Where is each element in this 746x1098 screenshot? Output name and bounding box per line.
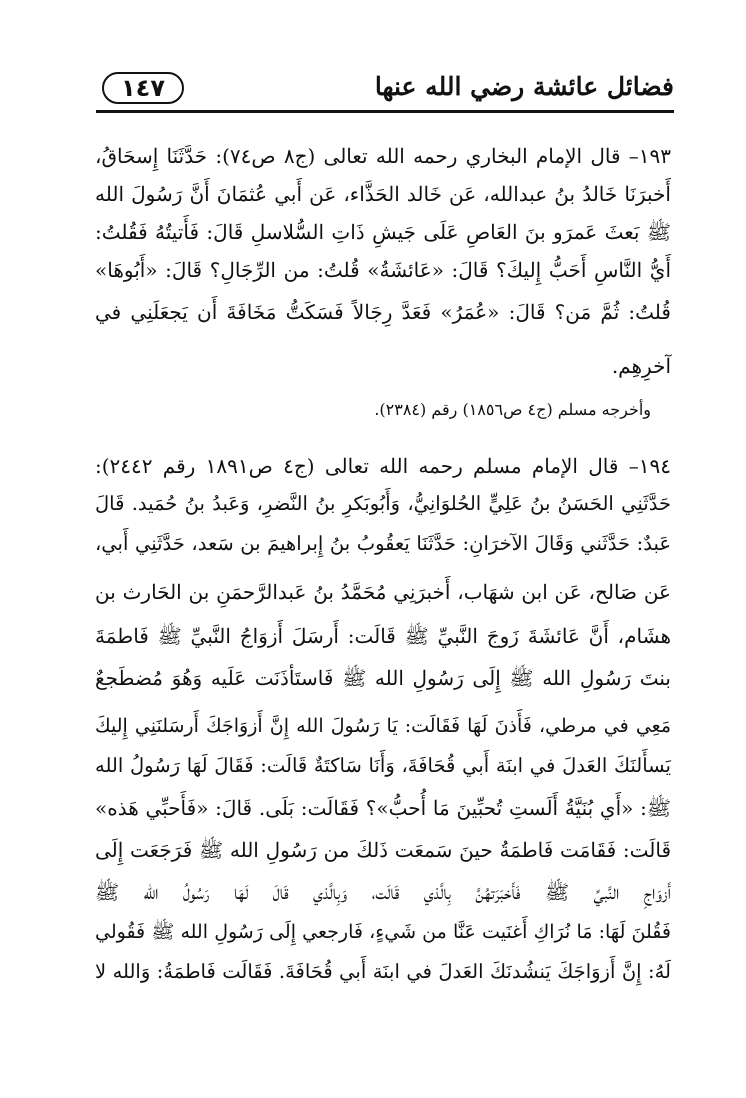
hadith-194-line-6: بنتَ رَسُولِ الله ﷺ إِلَى رَسُولِ الله ﷺ فَاستَأذَنَت عَلَيه وَهُوَ مُضطَجعٌ	[95, 666, 671, 690]
page-number-badge	[102, 72, 184, 104]
hadith-194-line-4: عَن صَالح، عَن ابن شهَاب، أَخبرَنِي مُحَمَّدُ بنُ عَبدالرَّحمَنِ بن الحَارث بن	[95, 580, 671, 604]
hadith-193-line-1: ١٩٣– قال الإمام البخاري رحمه الله تعالى (ج٨ ص٧٤): حَدَّثَنَا إِسحَاقُ،	[95, 144, 671, 168]
hadith-194-line-12: فَقُلنَ لَهَا: مَا نُرَاكِ أَغنَيت عَنَّا من شَيءٍ، فَارجعي إِلَى رَسُولِ الله ﷺ فَقُولي	[95, 921, 671, 943]
hadith-193-line-4: أَيُّ النَّاسِ أَحَبُّ إِليكَ؟ قَالَ: «عَائشَةُ» قُلتُ: من الرِّجَالِ؟ قَالَ: «أَبُوهَا»	[95, 258, 671, 282]
hadith-194-line-9: ﷺ: «أَي بُنَيَّةُ أَلَستِ تُحبِّينَ مَا أُحبُّ»؟ فَقَالَت: بَلَى. قَالَ: «فَأَحبِّي هَذه»	[95, 796, 671, 820]
header-divider	[96, 110, 674, 113]
page-number: ١٤٧	[121, 74, 165, 102]
hadith-194-line-1: ١٩٤– قال الإمام مسلم رحمه الله تعالى (ج٤ ص١٨٩١ رقم ٢٤٤٢):	[95, 454, 671, 478]
book-title: فضائل عائشة رضي الله عنها	[374, 72, 674, 101]
hadith-194-line-2: حَدَّثَنِي الحَسَنُ بنُ عَلِيٍّ الحُلوَانِيُّ، وَأَبُوبَكرِ بنُ النَّضرِ، وَعَبدُ بنُ حُمَيد. قَالَ	[95, 492, 671, 515]
hadith-193-reference: وأخرجه مسلم (ج٤ ص١٨٥٦) رقم (٢٣٨٤).	[374, 400, 651, 419]
hadith-193-line-3: ﷺ بَعثَ عَمرَو بنَ العَاصِ عَلَى جَيشِ ذَاتِ السُّلاسلِ قَالَ: فَأَتيتُهُ فَقُلتُ:	[95, 220, 671, 244]
hadith-194-line-5: هشَام، أَنَّ عَائشَةَ زَوجَ النَّبيِّ ﷺ قَالَت: أَرسَلَ أَزوَاجُ النَّبيِّ ﷺ فَاطمَةَ	[95, 624, 671, 648]
hadith-193-line-5: قُلتُ: ثُمَّ مَن؟ قَالَ: «عُمَرُ» فَعَدَّ رِجَالاً فَسَكَتُّ مَخَافَةَ أَن يَجعَلَنِي في	[95, 300, 671, 324]
hadith-193-line-2: أَخبرَنَا خَالدُ بنُ عبدالله، عَن خَالد الحَذَّاء، عَن أَبي عُثمَانَ أَنَّ رَسُولَ الله	[95, 182, 671, 206]
hadith-194-line-8: يَسأَلنَكَ العَدلَ في ابنَة أَبي قُحَافَةَ، وَأَنَا سَاكتَةٌ قَالَت: فَقَالَ لَهَا رَسُولُ الله	[95, 754, 671, 777]
hadith-193-line-6: آخرِهِم.	[611, 354, 671, 378]
hadith-194-line-11: أَزوَاجِ النَّبيِّ ﷺ فَأَخبَرَتهُنَّ بِالَّذي قَالَت، وَبِالَّذي قَالَ لَهَا رَسُولُ الله ﷺ	[95, 880, 671, 904]
hadith-194-line-10: قَالَت: فَقَامَت فَاطمَةُ حينَ سَمعَت ذَلكَ من رَسُولِ الله ﷺ فَرَجَعَت إِلَى	[95, 838, 671, 862]
hadith-194-line-3: عَبدٌ: حَدَّثَني وَقَالَ الآخرَانِ: حَدَّثَنَا يَعقُوبُ بنُ إِبراهيمَ بن سَعد، حَدَّثَنِي أَبي،	[95, 532, 671, 555]
hadith-194-line-13: لَهُ: إِنَّ أَزوَاجَكَ يَنشُدنَكَ العَدلَ في ابنَة أَبي قُحَافَةَ. فَقَالَت فَاطمَةُ: وَالله لا	[95, 960, 671, 983]
hadith-194-line-7: مَعِي في مرطي، فَأَذنَ لَهَا فَقَالَت: يَا رَسُولَ الله إِنَّ أَزوَاجَكَ أَرسَلنَنِي إِليكَ	[95, 715, 671, 737]
page-header	[96, 70, 674, 114]
